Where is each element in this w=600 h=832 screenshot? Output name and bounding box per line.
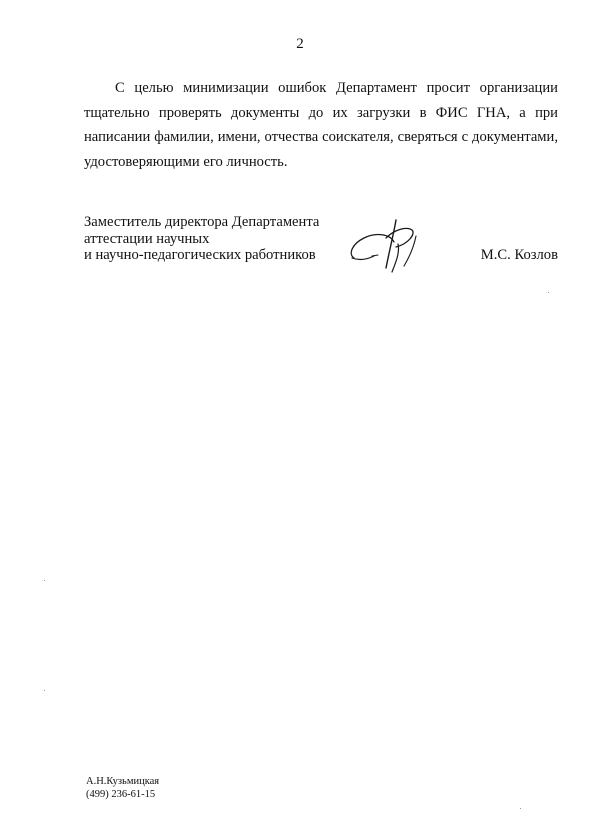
page-number: 2 xyxy=(296,36,304,52)
signatory-position-line: Заместитель директора Департамента xyxy=(84,214,320,230)
body-paragraph: С целью минимизации ошибок Департамент просит организации тщательно проверять документы до их загрузки в ФИС ГНА, а при написании фамилии, имени, отчества соискателя, сверяться с документами, удостоверяющими его личность. xyxy=(84,80,558,170)
signatory-position-line: аттестации научных xyxy=(84,230,210,247)
executor-info xyxy=(86,775,159,801)
scan-artifact xyxy=(44,580,45,581)
scan-artifact xyxy=(548,292,549,293)
scan-artifact xyxy=(520,808,521,809)
signatory-position xyxy=(84,214,319,264)
signatory-position-line: и научно-педагогических работников xyxy=(84,247,316,263)
executor-name: А.Н.Кузьмицкая xyxy=(86,776,160,787)
signature-block xyxy=(84,214,558,284)
signatory-name: М.С. Козлов xyxy=(480,247,558,263)
executor-phone: (499) 236-61-15 xyxy=(86,789,156,800)
scan-artifact xyxy=(44,690,45,691)
handwritten-signature xyxy=(346,214,428,276)
